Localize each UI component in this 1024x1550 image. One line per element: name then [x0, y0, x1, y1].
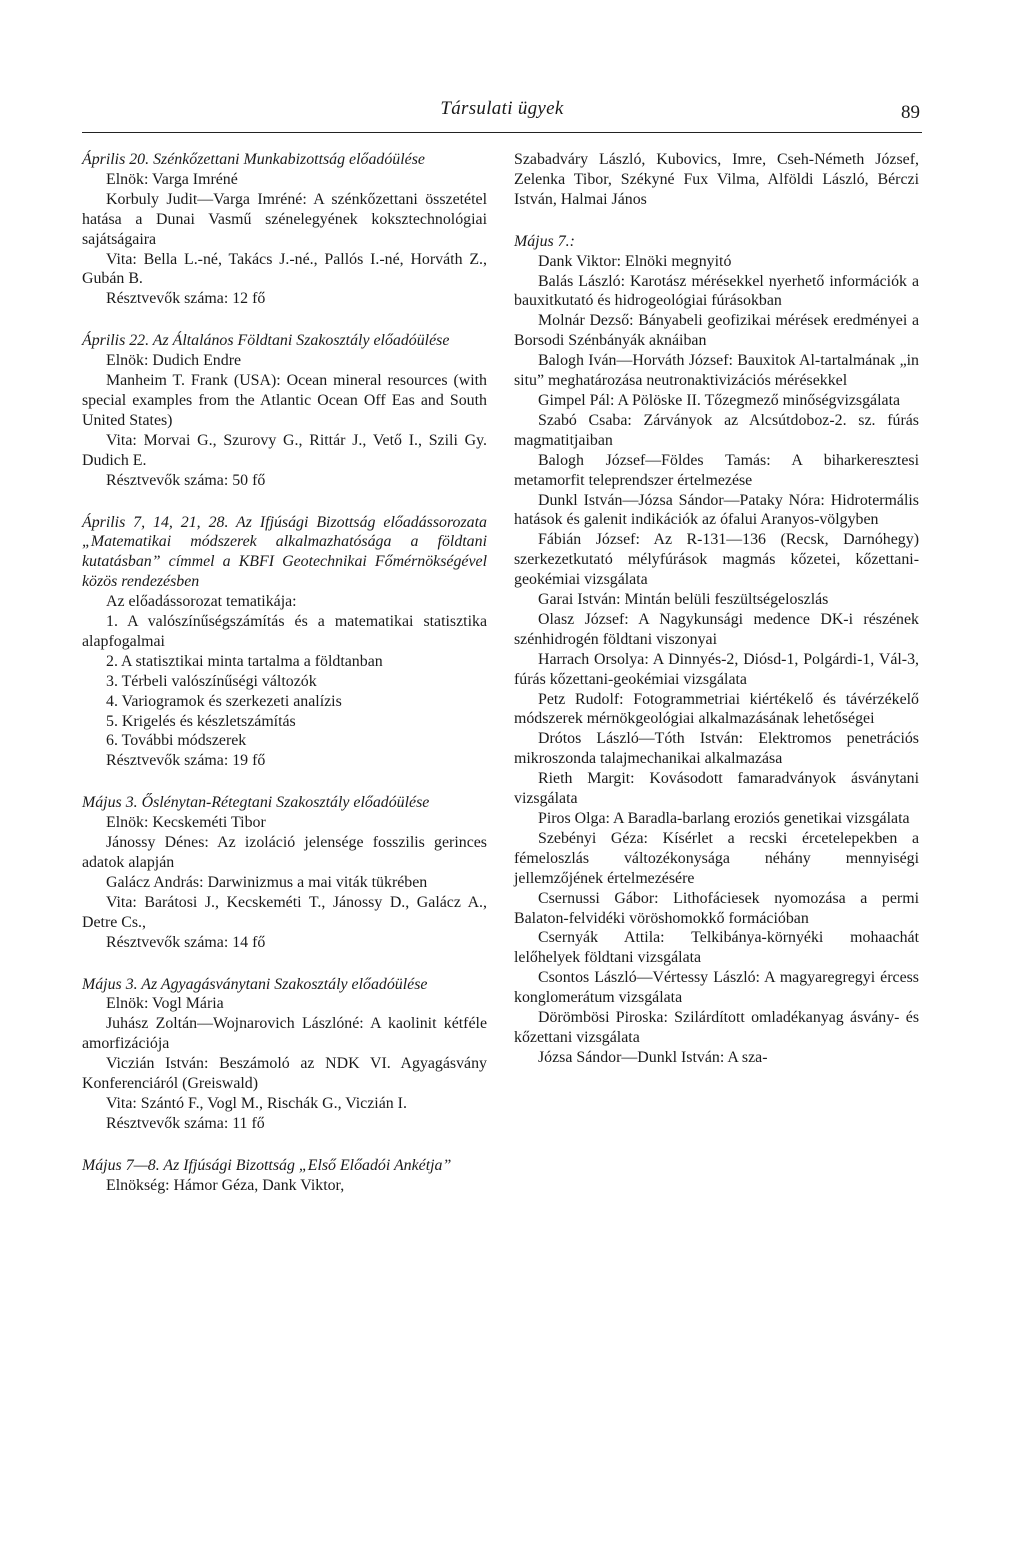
- lecture-entry: Rieth Margit: Kovásodott famaradványok ásványtani vizsgálata: [514, 770, 919, 808]
- lecture-entry: Dörömbösi Piroska: Szilárdított omladékanyag ásvány- és kőzettani vizsgálata: [514, 1009, 919, 1046]
- lecture-entry: Viczián István: Beszámoló az NDK VI. Agyagásvány Konferenciáról (Greiswald): [82, 1055, 487, 1093]
- lecture-entry: Dunkl István—Józsa Sándor—Pataky Nóra: Hidrotermális hatások és galenit indikációk az ófalui Aranyos-völgyben: [514, 491, 919, 529]
- lecture-entry: Molnár Dezső: Bányabeli geofizikai mérések eredményei a Borsodi Szénbányák aknáiban: [514, 312, 919, 350]
- lecture-entry: Korbuly Judit—Varga Imréné: A szénkőzettani összetétel hatása a Dunai Vasmű szénelegyének koksztechnológiai sajátságaira: [82, 190, 487, 248]
- page-number: 89: [901, 102, 920, 123]
- chair-line: Elnök: Kecskeméti Tibor: [106, 814, 266, 832]
- lecture-entry: Garai István: Mintán belüli feszültségeloszlás: [538, 591, 829, 609]
- lecture-entry: Szebényi Géza: Kísérlet a recski ércetelepekben a fémeloszlás változékonysága néhány mennyiségi jellemzőjének értelmezésére: [514, 829, 919, 887]
- section-heading: Április 20. Szénkőzettani Munkabizottság előadóülése: [82, 151, 425, 168]
- lecture-entry: Juhász Zoltán—Wojnarovich Lászlóné: A kaolinit kétféle amorfizációja: [82, 1015, 487, 1053]
- page-header: [82, 98, 922, 133]
- lecture-entry: Harrach Orsolya: A Dinnyés-2, Diósd-1, Polgárdi-1, Vál-3, fúrás kőzettani-geokémiai vizsgálata: [514, 650, 919, 688]
- topic-item: 2. A statisztikai minta tartalma a földtanban: [106, 652, 383, 670]
- attendance-line: Résztvevők száma: 11 fő: [106, 1114, 265, 1132]
- section-heading: Április 7, 14, 21, 28. Az Ifjúsági Bizottság előadássorozata „Matematikai módszerek alkalmazhatósága a földtani kutatásban” címmel a KBFI Geotechnikai Főmérnökségével közös rendezésben: [82, 513, 487, 591]
- discussion-line: Vita: Szántó F., Vogl M., Rischák G., Viczián I.: [106, 1094, 407, 1112]
- lecture-entry: Jánossy Dénes: Az izoláció jelensége fosszilis gerinces adatok alapján: [82, 834, 487, 871]
- lecture-entry: Drótos László—Tóth István: Elektromos penetrációs mikroszonda talajmechanikai alkalmazása: [514, 730, 919, 768]
- right-column: [514, 150, 919, 1068]
- section-heading: Május 7—8. Az Ifjúsági Bizottság „Első Előadói Ankétja”: [82, 1156, 452, 1174]
- topic-item: 1. A valószínűségszámítás és a matematikai statisztika alapfogalmai: [82, 613, 487, 650]
- lecture-entry: Balogh József—Földes Tamás: A biharkeresztesi metamorfit teleprendszer értelmezése: [514, 451, 919, 489]
- series-intro: Az előadássorozat tematikája:: [106, 593, 297, 611]
- lecture-entry: Gimpel Pál: A Pölöske II. Tőzegmező minőségvizsgálata: [538, 391, 901, 409]
- section-heading: Május 7.:: [514, 232, 575, 250]
- lecture-entry: Petz Rudolf: Fotogrammetriai kiértékelő és távérzékelő módszerek mérnökgeológiai alkalmazásának lehetőségei: [514, 690, 919, 728]
- discussion-line: Vita: Barátosi J., Kecskeméti T., Jánossy D., Galácz A., Detre Cs.,: [82, 893, 487, 931]
- topic-item: 6. További módszerek: [106, 732, 247, 750]
- presidium-continuation: Szabadváry László, Kubovics, Imre, Cseh-Németh József, Zelenka Tibor, Székyné Fux Vilma, Alföldi László, Bérczi István, Halmai János: [514, 151, 919, 208]
- left-column: [82, 150, 487, 1196]
- topic-item: 4. Variogramok és szerkezeti analízis: [106, 692, 342, 710]
- topic-item: 5. Krigelés és készletszámítás: [106, 712, 296, 730]
- lecture-entry: Manheim T. Frank (USA): Ocean mineral resources (with special examples from the Atlantic Ocean Off Eas and South United States): [82, 372, 487, 429]
- attendance-line: Résztvevők száma: 19 fő: [106, 752, 266, 770]
- lecture-entry: Csernussi Gábor: Lithofáciesek nyomozása a permi Balaton-felvidéki vöröshomokkő formációban: [514, 889, 919, 927]
- chair-line: Elnök: Dudich Endre: [106, 352, 242, 370]
- section-heading: Május 3. Őslénytan-Rétegtani Szakosztály előadóülése: [82, 794, 430, 812]
- topic-item: 3. Térbeli valószínűségi változók: [106, 672, 317, 690]
- lecture-entry: Csontos László—Vértessy László: A magyaregregyi ércess konglomerátum vizsgálata: [514, 969, 919, 1007]
- lecture-entry: Csernyák Attila: Telkibánya-környéki mohaachát lelőhelyek földtani vizsgálata: [514, 929, 919, 967]
- discussion-line: Vita: Morvai G., Szurovy G., Rittár J., Vető I., Szili Gy. Dudich E.: [82, 431, 487, 469]
- lecture-entry: Piros Olga: A Baradla-barlang eroziós genetikai vizsgálata: [538, 810, 910, 827]
- lecture-entry: Szabó Csaba: Zárványok az Alcsútdoboz-2. sz. fúrás magmatitjaiban: [514, 411, 919, 449]
- lecture-entry: Józsa Sándor—Dunkl István: A sza-: [538, 1048, 768, 1066]
- chair-line: Elnök: Vogl Mária: [106, 995, 224, 1013]
- running-title: Társulati ügyek: [440, 98, 564, 119]
- section-heading: Április 22. Az Általános Földtani Szakosztály előadóülése: [82, 332, 450, 350]
- attendance-line: Résztvevők száma: 50 fő: [106, 471, 266, 489]
- lecture-entry: Balás László: Karotász mérésekkel nyerhető információk a bauxitkutató és hidrogeológiai fúrásokban: [514, 272, 919, 310]
- discussion-line: Vita: Bella L.-né, Takács J.-né., Pallós I.-né, Horváth Z., Gubán B.: [82, 250, 487, 288]
- lecture-entry: Olasz József: A Nagykunsági medence DK-i részének szénhidrogén földtani viszonyai: [514, 610, 919, 648]
- lecture-entry: Galácz András: Darwinizmus a mai viták tükrében: [106, 873, 428, 891]
- attendance-line: Résztvevők száma: 12 fő: [106, 290, 266, 308]
- lecture-entry: Balogh Iván—Horváth József: Bauxitok Al-tartalmának „in situ” meghatározása neutronaktivizációs mérésekkel: [514, 352, 919, 390]
- presidium-line: Elnökség: Hámor Géza, Dank Viktor,: [106, 1176, 345, 1194]
- lecture-entry: Dank Viktor: Elnöki megnyitó: [538, 252, 732, 270]
- attendance-line: Résztvevők száma: 14 fő: [106, 933, 266, 951]
- section-heading: Május 3. Az Agyagásványtani Szakosztály előadóülése: [82, 975, 428, 993]
- lecture-entry: Fábián József: Az R-131—136 (Recsk, Darnóhegy) szerkezetkutató mélyfúrások magmás kőzetei, kőzettani-geokémiai vizsgálata: [514, 531, 919, 589]
- chair-line: Elnök: Varga Imréné: [106, 170, 238, 188]
